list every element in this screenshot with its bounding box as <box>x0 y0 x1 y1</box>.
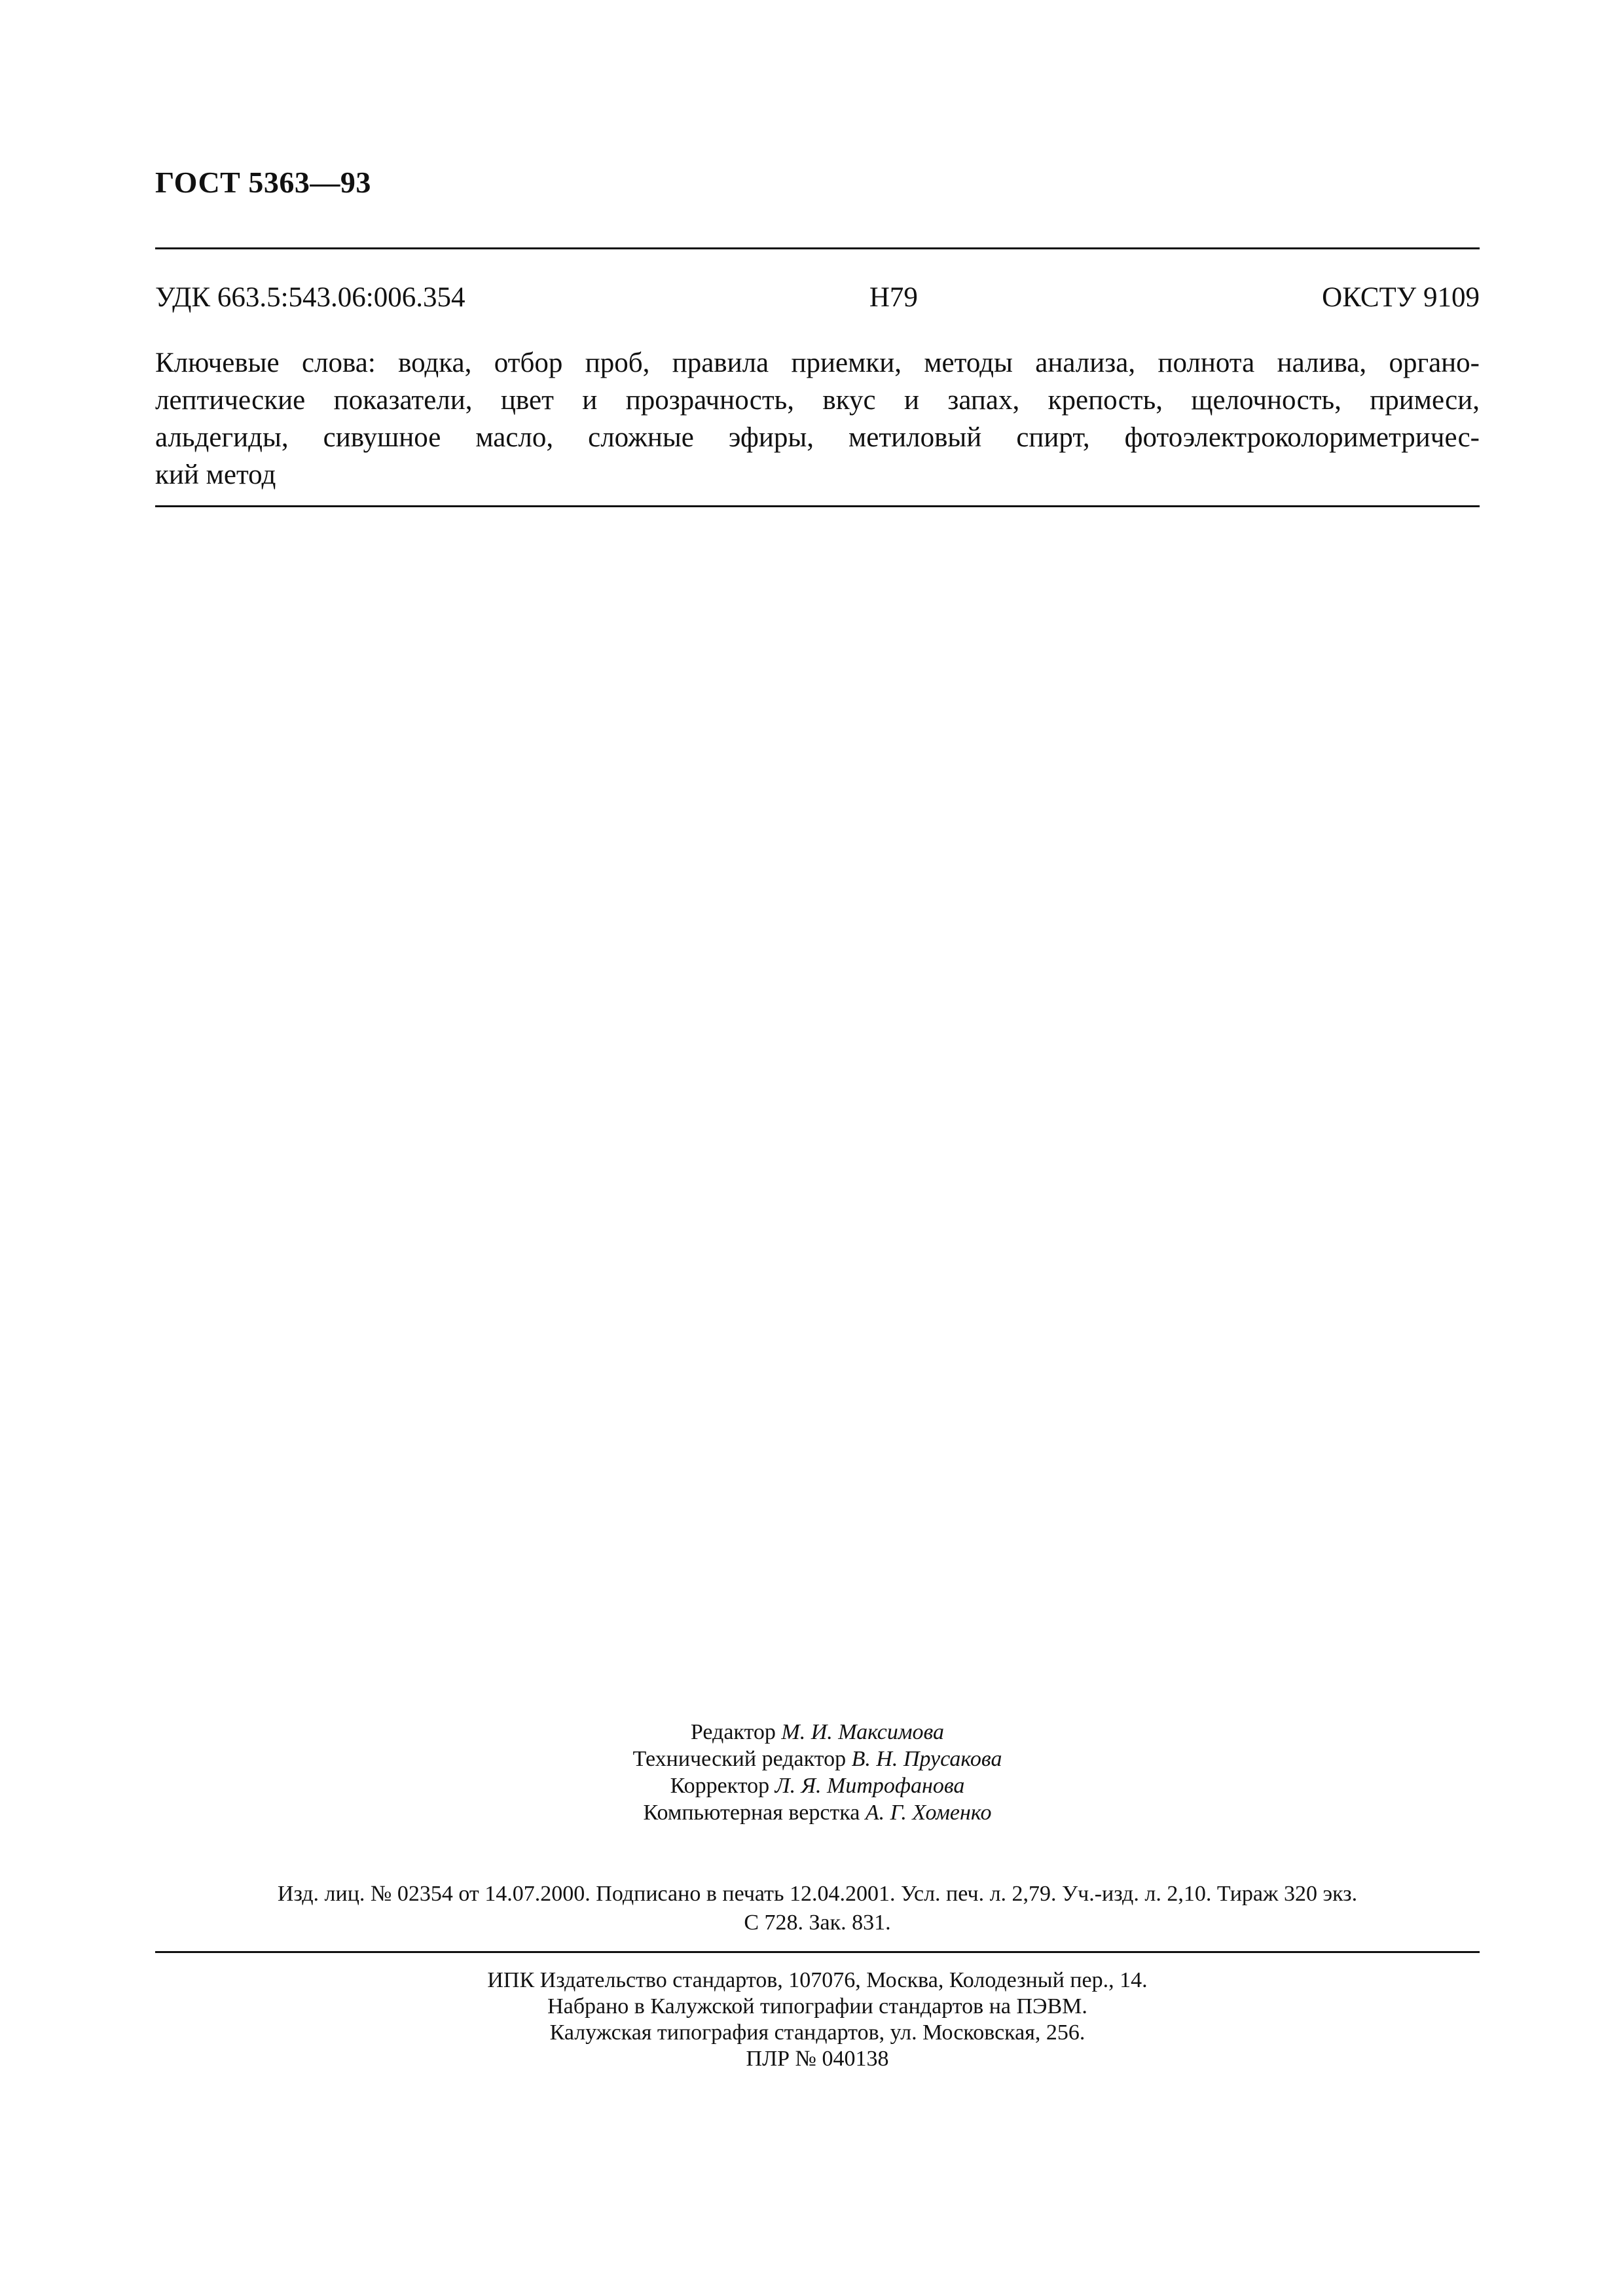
imprint-line: Изд. лиц. № 02354 от 14.07.2000. Подписано в печать 12.04.2001. Усл. печ. л. 2,79. Уч.-изд. л. 2,10. Тираж 320 экз. <box>277 1882 1358 1906</box>
keywords-block <box>155 344 1480 493</box>
credits-block <box>155 1719 1480 1826</box>
credit-name: М. И. Максимова <box>781 1720 945 1744</box>
divider-keywords <box>155 505 1480 507</box>
publisher-line: Калужская типография стандартов, ул. Московская, 256. <box>549 2020 1085 2045</box>
credit-name: Л. Я. Митрофанова <box>775 1774 965 1798</box>
publisher-block <box>155 1967 1480 2072</box>
oksty-code: ОКСТУ 9109 <box>1322 282 1480 313</box>
publisher-line: Набрано в Калужской типографии стандартов на ПЭВМ. <box>547 1994 1087 2018</box>
divider-top <box>155 247 1480 249</box>
credit-tech-editor <box>155 1746 1480 1772</box>
credit-name: В. Н. Прусакова <box>851 1747 1002 1771</box>
credit-layout <box>155 1799 1480 1826</box>
credit-proofreader <box>155 1772 1480 1799</box>
credit-role: Компьютерная верстка <box>643 1801 860 1825</box>
credit-role: Корректор <box>670 1774 770 1798</box>
group-code: Н79 <box>869 282 918 313</box>
keywords-line: кий метод <box>155 459 276 490</box>
credit-role: Технический редактор <box>632 1747 847 1771</box>
publisher-line: ПЛР № 040138 <box>746 2047 889 2071</box>
document-title: ГОСТ 5363—93 <box>155 166 371 199</box>
credit-editor <box>155 1719 1480 1746</box>
credit-role: Редактор <box>690 1720 776 1744</box>
classification-row <box>155 281 1480 318</box>
udk-code: УДК 663.5:543.06:006.354 <box>155 282 465 313</box>
publisher-line: ИПК Издательство стандартов, 107076, Москва, Колодезный пер., 14. <box>487 1968 1148 1992</box>
divider-imprint <box>155 1951 1480 1953</box>
keywords-line: лептические показатели, цвет и прозрачность, вкус и запах, крепость, щелочность, примеси, <box>155 385 1480 416</box>
imprint-line: С 728. Зак. 831. <box>744 1910 891 1935</box>
credit-name: А. Г. Хоменко <box>865 1801 992 1825</box>
keywords-line: альдегиды, сивушное масло, сложные эфиры, метиловый спирт, фотоэлектроколориметричес- <box>155 422 1480 453</box>
keywords-line: Ключевые слова: водка, отбор проб, правила приемки, методы анализа, полнота налива, органо- <box>155 348 1480 378</box>
imprint-block <box>155 1880 1480 1937</box>
